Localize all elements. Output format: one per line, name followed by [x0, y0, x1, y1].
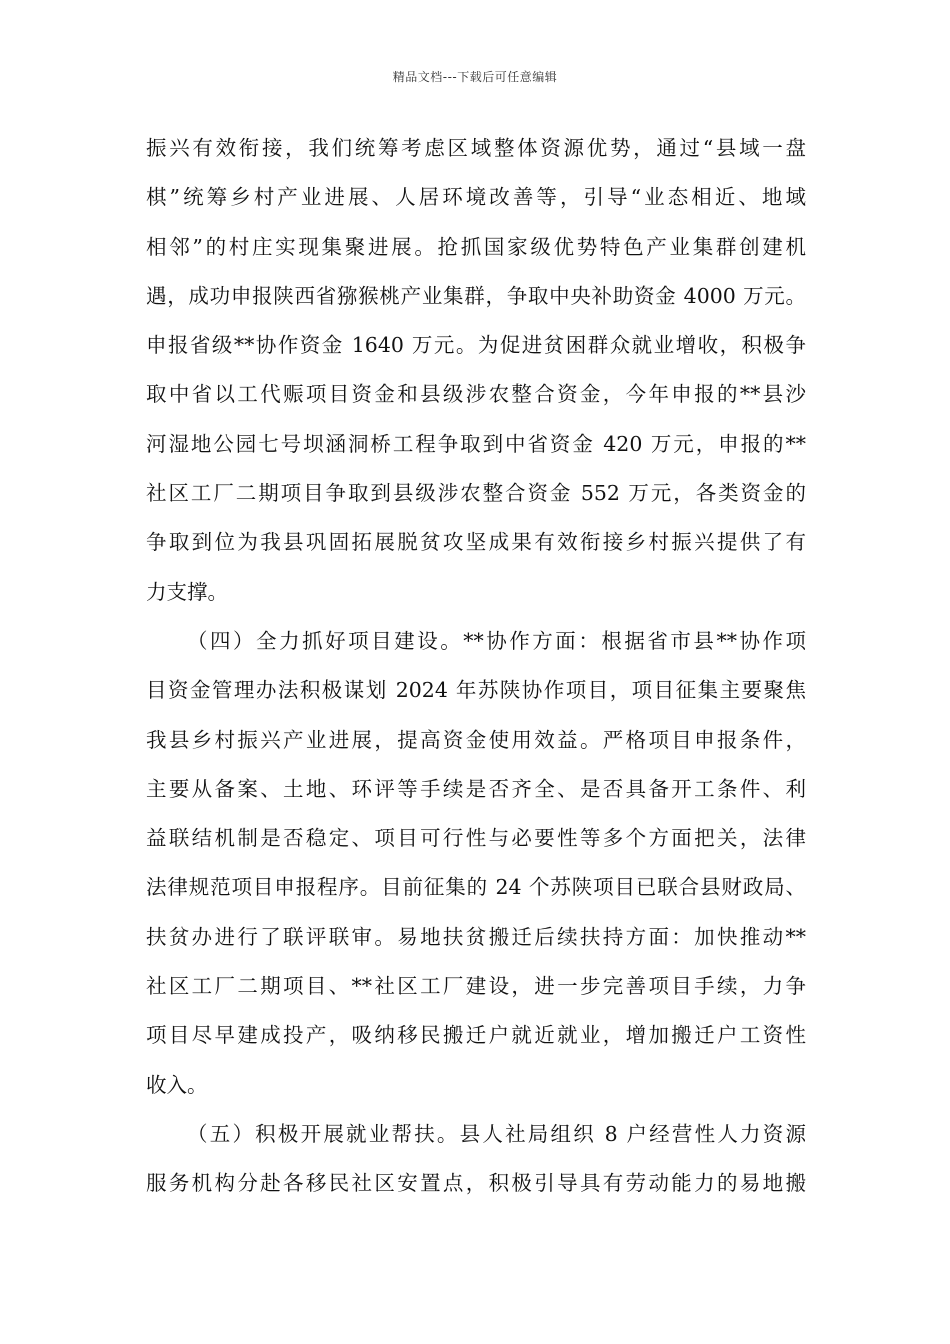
- text-line: 取中省以工代赈项目资金和县级涉农整合资金，今年申报的**县沙: [146, 382, 806, 407]
- text-line: 项目尽早建成投产，吸纳移民搬迁户就近就业，增加搬迁户工资性: [146, 1023, 806, 1048]
- text-line: 社区工厂二期项目、**社区工厂建设，进一步完善项目手续，力争: [146, 974, 806, 999]
- text-line: 力支撑。: [146, 579, 228, 604]
- paragraph: [146, 124, 806, 617]
- text-line: 社区工厂二期项目争取到县级涉农整合资金 552 万元，各类资金的: [146, 481, 806, 506]
- text-line: 主要从备案、土地、环评等手续是否齐全、是否具备开工条件、利: [146, 776, 806, 801]
- text-line: 目资金管理办法积极谋划 2024 年苏陕协作项目，项目征集主要聚焦: [146, 678, 806, 703]
- text-line: 棋”统筹乡村产业进展、人居环境改善等，引导“业态相近、地域: [146, 185, 806, 210]
- text-line: 扶贫办进行了联评联审。易地扶贫搬迁后续扶持方面：加快推动**: [146, 924, 806, 949]
- text-line: （四）全力抓好项目建设。**协作方面：根据省市县**协作项: [187, 628, 806, 653]
- text-line: 争取到位为我县巩固拓展脱贫攻坚成果有效衔接乡村振兴提供了有: [146, 530, 806, 555]
- text-line: 申报省级**协作资金 1640 万元。为促进贫困群众就业增收，积极争: [146, 333, 806, 358]
- text-line: 遇，成功申报陕西省猕猴桃产业集群，争取中央补助资金 4000 万元。: [146, 283, 806, 308]
- paragraph: [146, 1110, 806, 1209]
- text-line: 振兴有效衔接，我们统筹考虑区域整体资源优势，通过“县域一盘: [146, 136, 806, 160]
- text-line: 相邻”的村庄实现集聚进展。抢抓国家级优势特色产业集群创建机: [146, 234, 806, 259]
- text-line: 益联结机制是否稳定、项目可行性与必要性等多个方面把关，法律: [146, 826, 806, 851]
- text-line: 服务机构分赴各移民社区安置点，积极引导具有劳动能力的易地搬: [146, 1171, 806, 1196]
- text-line: 我县乡村振兴产业进展，提高资金使用效益。严格项目申报条件，: [146, 727, 806, 752]
- text-line: （五）积极开展就业帮扶。县人社局组织 8 户经营性人力资源: [187, 1121, 806, 1146]
- document-body: [146, 124, 806, 1209]
- text-line: 收入。: [146, 1072, 208, 1097]
- text-line: 法律规范项目申报程序。目前征集的 24 个苏陕项目已联合县财政局、: [146, 875, 806, 900]
- text-line: 河湿地公园七号坝涵洞桥工程争取到中省资金 420 万元，申报的**: [146, 431, 806, 456]
- page-header: 精品文档---下载后可任意编辑: [392, 70, 558, 84]
- paragraph: [146, 617, 806, 1110]
